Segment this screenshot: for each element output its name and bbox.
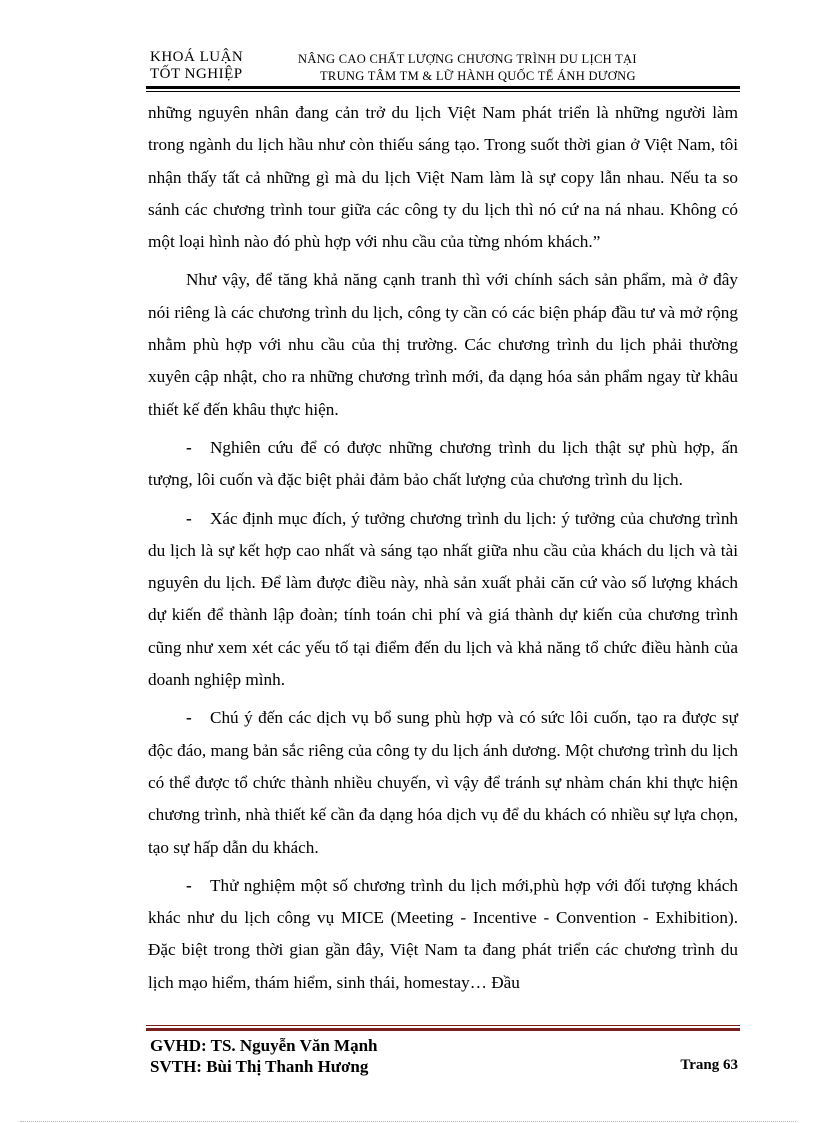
list-item-text: Xác định mục đích, ý tưởng chương trình du lịch: ý tưởng của chương trình du lịch là sự kết hợp cao nhất và sáng tạo nhất giữa nhu cầu của khách du lịch và tài nguyên du lịch. Để làm được điều này, nhà sản xuất phải căn cứ vào số lượng khách dự kiến để thành lập đoàn; tính toán chi phí và giá thành dự kiến của chương trình cũng như xem xét các yếu tố tại điểm đến du lịch và khả năng tổ chức điều hành của doanh nghiệp mình. [148,508,738,690]
page-number: Trang 63 [680,1057,738,1073]
footer-rule-thick [146,1028,740,1031]
footer-rule-thin [146,1025,740,1026]
header-rule-thin [146,91,740,92]
bullet-dash-icon: - [186,508,192,528]
header-right-line1: NÂNG CAO CHẤT LƯỢNG CHƯƠNG TRÌNH DU LỊCH TẠI [298,52,637,66]
header-thesis-title [290,51,690,85]
list-item [148,870,738,999]
paragraph-conclusion: Như vậy, để tăng khả năng cạnh tranh thì với chính sách sản phẩm, mà ở đây nói riêng là các chương trình du lịch, công ty cần có các biện pháp đầu tư và mở rộng nhằm phù hợp với nhu cầu của thị trường. Các chương trình du lịch phải thường xuyên cập nhật, cho ra những chương trình mới, đa dạng hóa sản phẩm ngay từ khâu thiết kế đến khâu thực hiện. [148,270,738,419]
page-body [148,97,738,1005]
header-rule-thick [146,86,740,89]
header-right-line2: TRUNG TÂM TM & LỮ HÀNH QUỐC TẾ ÁNH DƯƠNG [320,69,636,83]
header-course-label [150,49,243,83]
list-item-text: Chú ý đến các dịch vụ bổ sung phù hợp và có sức lôi cuốn, tạo ra được sự độc đáo, mang bản sắc riêng của công ty du lịch ánh dương. Một chương trình du lịch có thể được tổ chức thành nhiều chuyến, vì vậy để tránh sự nhàm chán khi thực hiện chương trình, nhà thiết kế cần đa dạng hóa dịch vụ để du khách có nhiều sự lựa chọn, tạo sự hấp dẫn du khách. [148,708,739,857]
list-item [148,503,738,697]
bullet-dash-icon: - [186,875,192,895]
bullet-dash-icon: - [186,437,192,457]
header-left-line2: TỐT NGHIỆP [150,66,243,82]
bullet-dash-icon: - [186,708,192,728]
list-item [148,702,738,863]
footer-supervisor: GVHD: TS. Nguyễn Văn Mạnh [150,1036,378,1055]
header-left-line1: KHOÁ LUẬN [150,49,244,65]
footer-student: SVTH: Bùi Thị Thanh Hương [150,1057,369,1076]
page-edge-divider [20,1121,796,1122]
list-item [148,432,738,497]
list-item-text: Nghiên cứu để có được những chương trình du lịch thật sự phù hợp, ấn tượng, lôi cuốn và đặc biệt phải đảm bảo chất lượng của chương trình du lịch. [148,437,738,490]
list-item-text: Thử nghiệm một số chương trình du lịch mới,phù hợp với đối tượng khách khác như du lịch công vụ MICE (Meeting - Incentive - Convention - Exhibition). Đặc biệt trong thời gian gần đây, Việt Nam ta đang phát triển các chương trình du lịch mạo hiểm, thám hiểm, sinh thái, homestay… Đầu [148,875,738,992]
footer-credits [150,1035,378,1077]
paragraph-continuation: những nguyên nhân đang cản trở du lịch Việt Nam phát triển là những người làm trong ngành du lịch hầu như còn thiếu sáng tạo. Trong suốt thời gian ở Việt Nam, tôi nhận thấy tất cả những gì mà du lịch Việt Nam làm là sự copy lẫn nhau. Nếu ta so sánh các chương trình tour giữa các công ty du lịch thì nó cứ na ná nhau. Không có một loại hình nào đó phù hợp với nhu cầu của từng nhóm khách.” [148,103,738,252]
